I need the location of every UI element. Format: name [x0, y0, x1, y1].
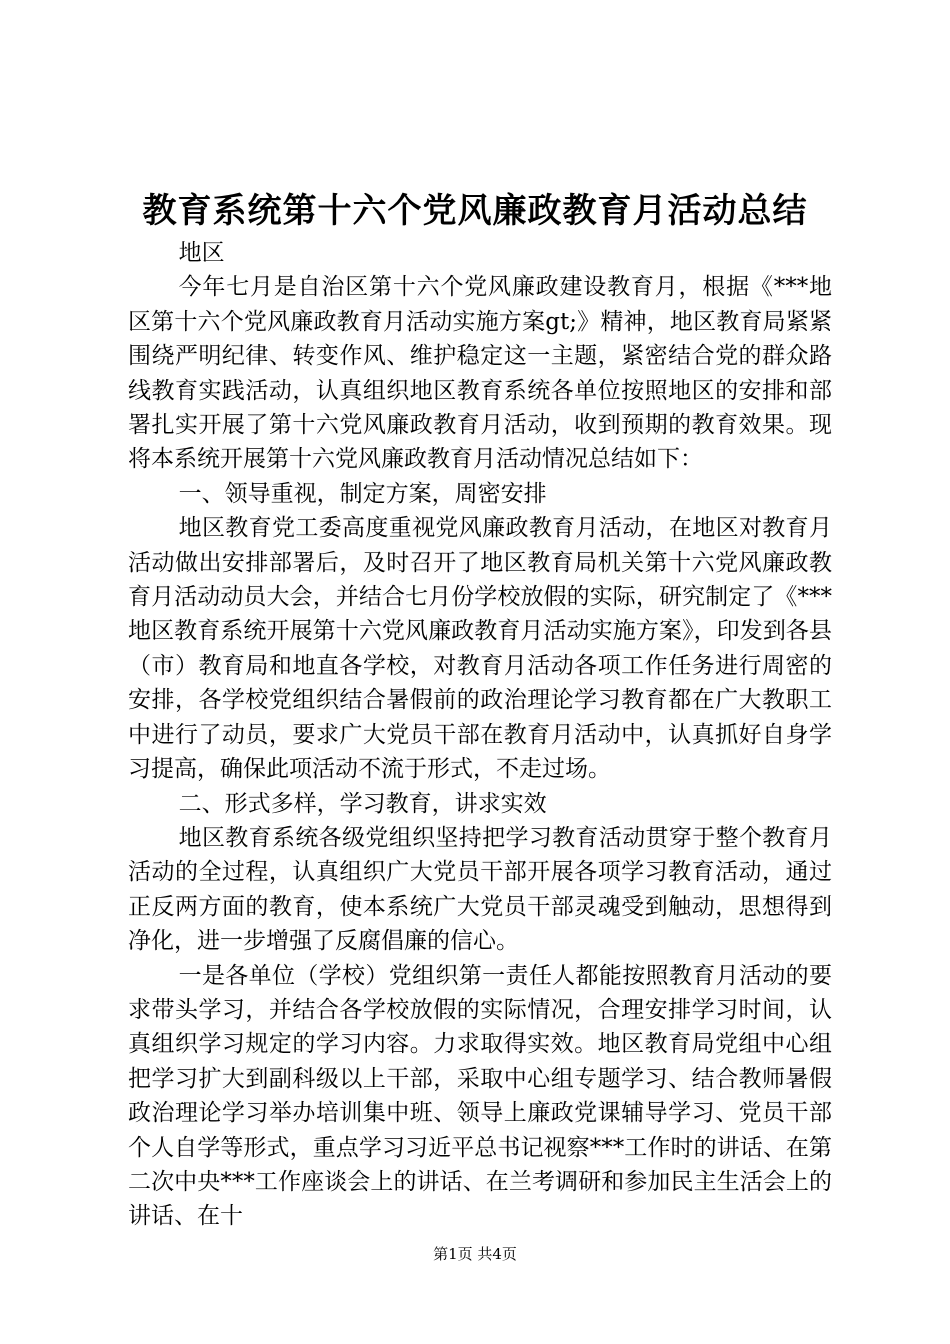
- section-heading-1: 一、领导重视，制定方案，周密安排: [178, 480, 547, 507]
- paragraph-section-1: 地区教育党工委高度重视党风廉政教育月活动，在地区对教育月活动做出安排部署后，及时召开了地区教育局机关第十六党风廉政教育月活动动员大会，并结合七月份学校放假的实际，研究制定了《***地区教育系统开展第十六党风廉政教育月活动实施方案》，印发到各县（市）教育局和地直各学校，对教育月活动各项工作任务进行周密的安排，各学校党组织结合暑假前的政治理论学习教育都在广大教职工中进行了动员，要求广大党员干部在教育月活动中，认真抓好自身学习提高，确保此项活动不流于形式，不走过场。: [128, 515, 832, 783]
- document-title: 教育系统第十六个党风廉政教育月活动总结: [142, 191, 808, 231]
- paragraph-intro: 今年七月是自治区第十六个党风廉政建设教育月，根据《***地区第十六个党风廉政教育月活动实施方案gt;》精神，地区教育局紧紧围绕严明纪律、转变作风、维护稳定这一主题，紧密结合党的群众路线教育实践活动，认真组织地区教育系统各单位按照地区的安排和部署扎实开展了第十六党风廉政教育月活动，收到预期的教育效果。现将本系统开展第十六党风廉政教育月活动情况总结如下：: [128, 274, 832, 473]
- paragraph-section-2: 地区教育系统各级党组织坚持把学习教育活动贯穿于整个教育月活动的全过程，认真组织广大党员干部开展各项学习教育活动，通过正反两方面的教育，使本系统广大党员干部灵魂受到触动，思想得到净化，进一步增强了反腐倡廉的信心。: [128, 824, 832, 955]
- document-body: [128, 236, 832, 1234]
- paragraph-point-1: 一是各单位（学校）党组织第一责任人都能按照教育月活动的要求带头学习，并结合各学校放假的实际情况，合理安排学习时间，认真组织学习规定的学习内容。力求取得实效。地区教育局党组中心组把学习扩大到副科级以上干部，采取中心组专题学习、结合教师暑假政治理论学习举办培训集中班、领导上廉政党课辅导学习、党员干部个人自学等形式，重点学习习近平总书记视察***工作时的讲话、在第二次中央***工作座谈会上的讲话、在兰考调研和参加民主生活会上的讲话、在十: [128, 962, 832, 1230]
- paragraph-region: 地区: [178, 240, 225, 266]
- page-number-footer: 第1页 共4页: [433, 1245, 517, 1263]
- section-heading-2: 二、形式多样，学习教育，讲求实效: [178, 790, 547, 817]
